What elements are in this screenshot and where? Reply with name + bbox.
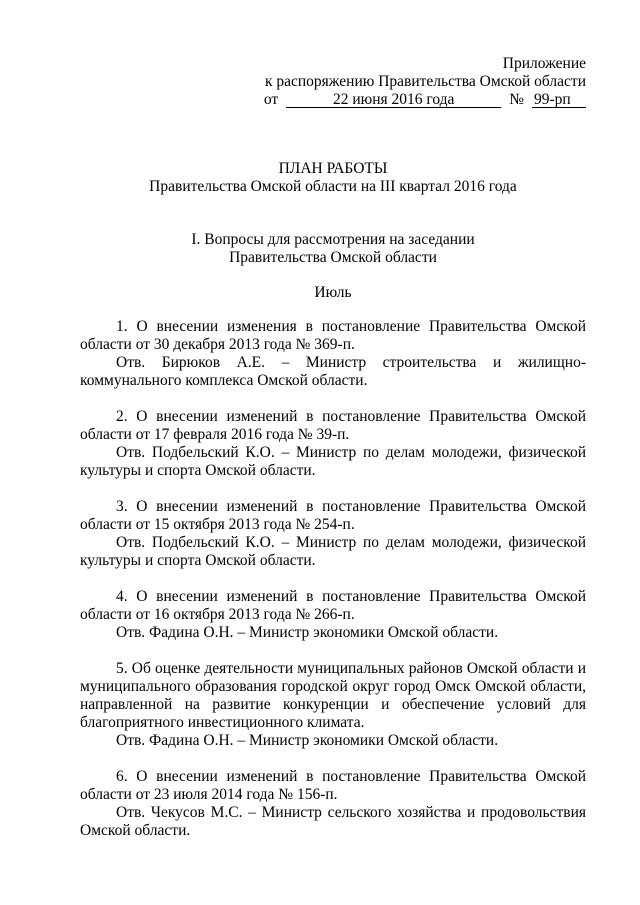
agenda-item-text: 4. О внесении изменений в постановление Правительства Омской области от 16 октября 2013 года № 266-п. <box>80 588 586 623</box>
agenda-item <box>80 318 586 390</box>
agenda-item <box>80 768 586 840</box>
plan-title-line1: ПЛАН РАБОТЫ <box>278 160 388 177</box>
agenda-item-responsible: Отв. Подбельский К.О. – Министр по делам молодежи, физической культуры и спорта Омской области. <box>80 444 586 479</box>
appendix-order: к распоряжению Правительства Омской области <box>264 73 586 90</box>
order-number: 99-рп <box>532 92 586 108</box>
appendix-label: Приложение <box>502 55 586 72</box>
section-heading-line1: I. Вопросы для рассмотрения на заседании <box>191 231 475 248</box>
agenda-item-responsible: Отв. Фадина О.Н. – Министр экономики Омской области. <box>116 624 499 641</box>
agenda-item-responsible: Отв. Чекусов М.С. – Министр сельского хозяйства и продовольствия Омской области. <box>80 804 586 839</box>
agenda-list <box>80 318 586 840</box>
appendix-header <box>264 55 586 109</box>
agenda-item-text: 3. О внесении изменений в постановление Правительства Омской области от 15 октября 2013 года № 254-п. <box>80 498 586 533</box>
agenda-item-responsible: Отв. Фадина О.Н. – Министр экономики Омской области. <box>116 732 499 749</box>
agenda-item-text: 5. Об оценке деятельности муниципальных районов Омской области и муниципального образования городской округ город Омск Омской области, направленной на развитие конкуренции и обеспечение условий для благоприятного инвестиционного климата. <box>80 660 586 731</box>
section-heading <box>80 231 586 267</box>
agenda-item <box>80 660 586 750</box>
agenda-item <box>80 588 586 642</box>
order-date: 22 июня 2016 года <box>286 92 501 108</box>
agenda-item-responsible: Отв. Бирюков А.Е. – Министр строительства и жилищно-коммунального комплекса Омской области. <box>80 354 586 389</box>
section-heading-line2: Правительства Омской области <box>229 249 437 266</box>
appendix-date-line <box>264 91 586 109</box>
month-label: Июль <box>314 284 352 301</box>
agenda-item-text: 2. О внесении изменений в постановление Правительства Омской области от 17 февраля 2016 года № 39-п. <box>80 408 586 443</box>
plan-title-line2: Правительства Омской области на III квартал 2016 года <box>149 178 517 195</box>
agenda-item-text: 6. О внесении изменений в постановление Правительства Омской области от 23 июля 2014 года № 156-п. <box>80 768 586 803</box>
from-label: от <box>263 91 279 108</box>
agenda-item-responsible: Отв. Подбельский К.О. – Министр по делам молодежи, физической культуры и спорта Омской области. <box>80 534 586 569</box>
month-heading <box>80 284 586 302</box>
agenda-item <box>80 498 586 570</box>
number-label: № <box>509 91 524 108</box>
plan-title <box>80 160 586 196</box>
agenda-item-text: 1. О внесении изменения в постановление Правительства Омской области от 30 декабря 2013 года № 369-п. <box>80 318 586 353</box>
agenda-item <box>80 408 586 480</box>
